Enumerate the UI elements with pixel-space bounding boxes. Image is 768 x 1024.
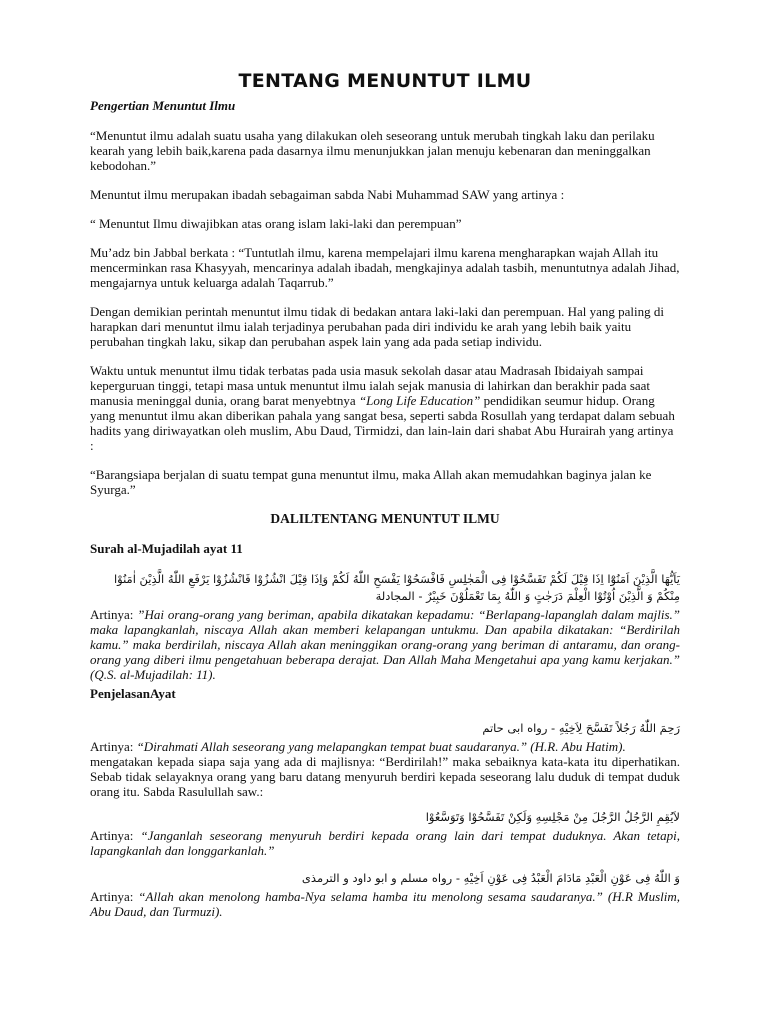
artinya-label: Artinya: [90,828,141,843]
translation-text: “Dirahmati Allah seseorang yang melapangkan tempat buat saudaranya.” (H.R. Abu Hatim). [136,739,626,754]
translation-text: “Allah akan menolong hamba-Nya selama hamba itu menolong sesama saudaranya.” (H.R Muslim, Abu Daud, dan Turmuzi). [90,889,681,919]
arabic-verse-mujadilah: يَاَيُّهَا الَّذِيْنَ اَمَنُوْٓا اِذَا قِيْلَ لَكُمْ تَفَسَّحُوْا فِى الْمَجٰلِسِ فَافْسَحُوْا يَفْسَحِ اللّٰهُ لَكُمْ وَاِذَا قِيْلَ انْشُزُوْا فَانْشُزُوْا يَرْفَعِ اللّٰهُ الَّذِيْنَ اٰمَنُوْا مِنْكُمْ وَ الَّذِيْنَ اُوْتُوْا الْعِلْمَ دَرَجٰتٍ وَ اللّٰهُ بِمَا تَعْمَلُوْنَ خَبِيْرٌ - المجادلة [113,572,680,603]
paragraph-definition: “Menuntut ilmu adalah suatu usaha yang dilakukan oleh seseorang untuk merubah tingkah laku dan perilaku kearah yang lebih baik,karena pada dasarnya ilmu menunjukkan jalan menuju kebenaran dan meninggalkan kebodohan.” [90,128,655,173]
document-page [90,70,680,923]
penjelasan-heading: PenjelasanAyat [90,686,176,701]
artinya-label: Artinya: [90,607,138,622]
paragraph-no-distinction: Dengan demikian perintah menuntut ilmu tidak di bedakan antara laki-laki dan perempuan. Hal yang paling di harapkan dari menuntut ilmu ialah terjadinya perubahan pada diri individu ke arah yang lebih baik yaitu perubahan tingkah laku, sikap dan perubahan aspek lain yang ada pada setiap individu. [90,304,664,349]
lifelong-text-c: pendidikan seumur hidup. Orang yang menuntut ilmu akan diberikan pahala yang sangat besa, seperti sabda Rosullah yang terdapat dalam sebuah hadits yang diriwayatkan oleh muslim, Abu Daud, Tirmidzi, dan lain-lain dari shabat Abu Hurairah yang artinya : [90,393,675,453]
paragraph-ibadah: Menuntut ilmu merupakan ibadah sebagaiman sabda Nabi Muhammad SAW yang artinya : [90,187,565,202]
translation-muslim [90,889,680,919]
translation-janganlah [90,828,680,858]
translation-abu-hatim [90,739,680,754]
section-heading-dalil: DALILTENTANG MENUNTUT ILMU [270,511,500,526]
paragraph-syurga-quote: “Barangsiapa berjalan di suatu tempat guna menuntut ilmu, maka Allah akan memudahkan baginya jalan ke Syurga.” [90,467,652,497]
surah-label: Surah al-Mujadilah ayat 11 [90,541,243,556]
paragraph-lifelong [90,363,680,453]
arabic-hadith-janganlah: لاَيُقِمِ الرَّجُلُ الرَّجُلَ مِنْ مَجْلِسِهِ وَلَكِنْ تَفَسَّحُوْا وَتَوَسَّعُوْا [425,810,680,824]
translation-mujadilah [90,607,680,682]
section-heading-pengertian: Pengertian Menuntut Ilmu [90,98,236,113]
artinya-label: Artinya: [90,889,139,904]
artinya-label: Artinya: [90,739,137,754]
paragraph-berdirilah: mengatakan kepada siapa saja yang ada di majlisnya: “Berdirilah!” maka sebaiknya kata-kata itu diperhatikan. Sebab tidak selayaknya orang yang baru datang menyuruh berdiri kepada seseorang lalu duduk di tempat duduk orang itu. Sabda Rasulullah saw.: [90,754,680,799]
translation-text: ”Hai orang-orang yang beriman, apabila dikatakan kepadamu: “Berlapang-lapanglah dalam majlis.” maka lapangkanlah, niscaya Allah akan memberi kelapangan untukmu. Dan apabila dikatakan: “Berdirilah kamu.” maka berdirilah, niscaya Allah akan meninggikan orang-orang yang beriman di antaramu, dan orang-orang yang diberi ilmu pengetahuan beberapa derajat. Dan Allah Maha Mengetahui apa yang kamu kerjakan.” (Q.S. al-Mujadilah: 11). [90,607,681,682]
arabic-hadith-muslim: وَ اللّٰهُ فِى عَوْنِ الْعَبْدِ مَادَامَ الْعَبْدُ فِى عَوْنِ اَخِيْهِ - رواه مسلم و ابو داود و الترمذى [301,871,680,885]
paragraph-muadz-quote: Mu’adz bin Jabbal berkata : “Tuntutlah ilmu, karena mempelajari ilmu karena mengharapkan wajah Allah itu mencerminkan rasa Khasyyah, mencarinya adalah ibadah, mengkajinya adalah tasbih, menuntutnya adalah Jihad, mengajarnya untuk keluarga adalah Taqarrub.” [90,245,680,290]
translation-text: “Janganlah seseorang menyuruh berdiri kepada orang lain dari tempat duduknya. Akan tetapi, lapangkanlah dan longgarkanlah.” [90,828,680,858]
long-life-education-term: “Long Life Education” [358,393,481,408]
paragraph-hadith-quote: “ Menuntut Ilmu diwajibkan atas orang islam laki-laki dan perempuan” [90,216,462,231]
document-title: TENTANG MENUNTUT ILMU [238,70,532,92]
lifelong-text-a: Waktu untuk menuntut ilmu tidak terbatas pada usia masuk sekolah dasar atau Madrasah Ibidaiyah sampai keperguruan tinggi, tetapi masa untuk menuntut ilmu ialah sejak manusia di lahirkan dan berakhir pada saat manusia meninggal dunia, orang barat menyebtnya [90,363,651,408]
arabic-hadith-abu-hatim: رَحِمَ اللّٰهُ رَجُلاً تَفَسَّحَ لِاَخِيْهِ - رواه ابى حاتم [482,721,680,735]
